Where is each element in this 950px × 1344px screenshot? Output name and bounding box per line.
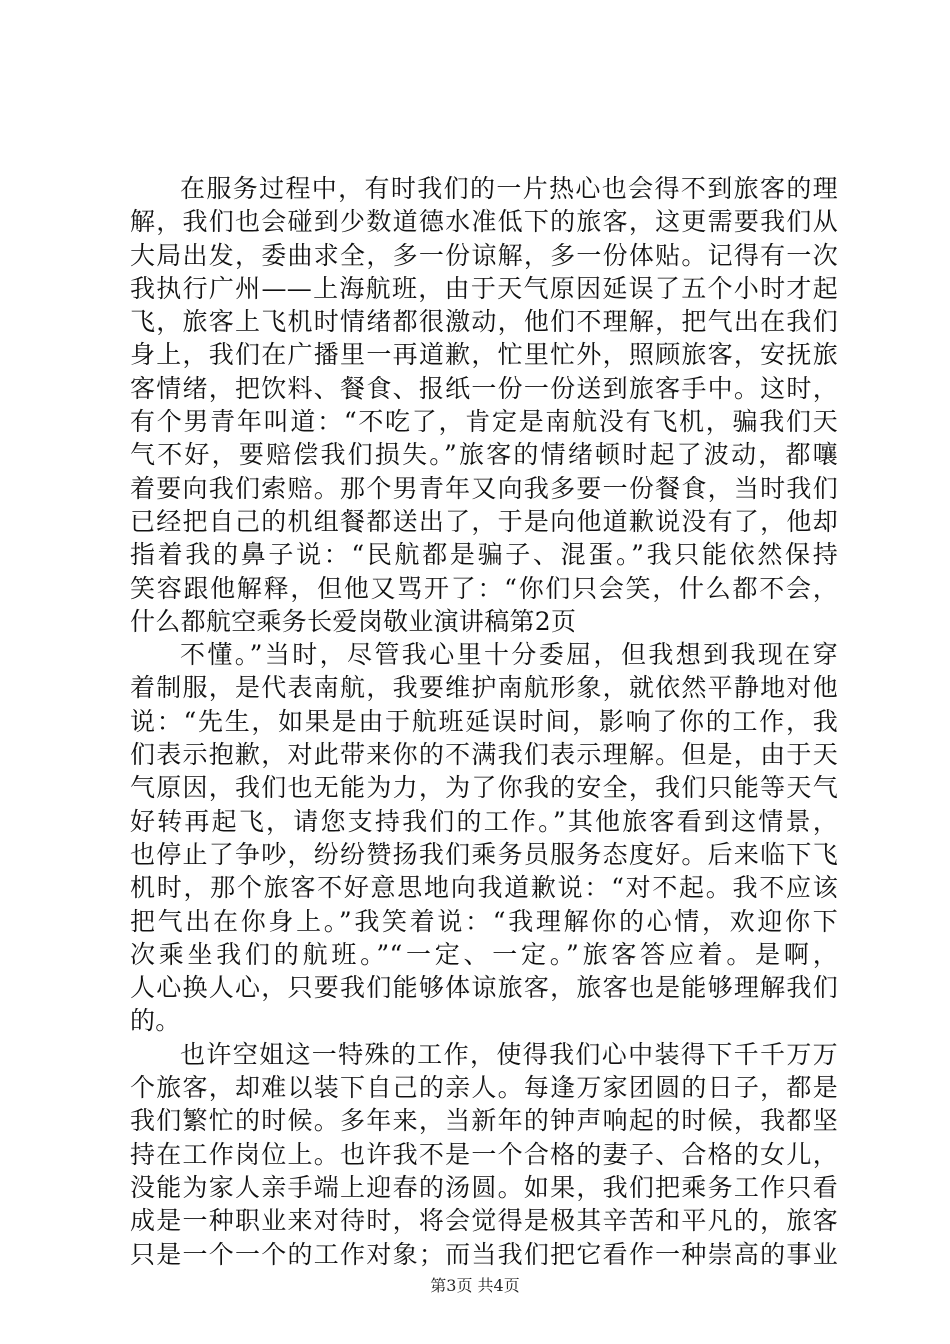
text-line: 成是一种职业来对待时，将会觉得是极其辛苦和平凡的，旅客 xyxy=(130,1206,838,1236)
text-line: 身上，我们在广播里一再道歉，忙里忙外，照顾旅客，安抚旅 xyxy=(130,340,838,370)
text-line: 气不好，要赔偿我们损失。”旅客的情绪顿时起了波动，都嚷 xyxy=(130,440,838,470)
text-line: 解，我们也会碰到少数道德水准低下的旅客，这更需要我们从 xyxy=(130,207,838,237)
text-line: 气原因，我们也无能为力，为了你我的安全，我们只能等天气 xyxy=(130,773,838,803)
text-line: 持在工作岗位上。也许我不是一个合格的妻子、合格的女儿， xyxy=(130,1139,838,1169)
text-line: 我执行广州——上海航班，由于天气原因延误了五个小时才起 xyxy=(130,273,838,303)
text-line: 笑容跟他解释，但他又骂开了：“你们只会笑，什么都不会， xyxy=(130,573,838,603)
text-line: 已经把自己的机组餐都送出了，于是向他道歉说没有了，他却 xyxy=(130,506,838,536)
text-line: 人心换人心，只要我们能够体谅旅客，旅客也是能够理解我们 xyxy=(130,973,838,1003)
text-line: 次乘坐我们的航班。”“一定、一定。”旅客答应着。是啊， xyxy=(130,939,838,969)
text-line: 着制服，是代表南航，我要维护南航形象，就依然平静地对他 xyxy=(130,673,838,703)
text-line: 指着我的鼻子说：“民航都是骗子、混蛋。”我只能依然保持 xyxy=(130,540,838,570)
text-line: 不懂。”当时，尽管我心里十分委屈，但我想到我现在穿 xyxy=(180,640,838,670)
page-footer: 第3页 共4页 xyxy=(430,1276,520,1295)
text-line: 说：“先生，如果是由于航班延误时间，影响了你的工作，我 xyxy=(130,706,838,736)
text-line: 着要向我们索赔。那个男青年又向我多要一份餐食，当时我们 xyxy=(130,473,838,503)
text-line: 把气出在你身上。”我笑着说：“我理解你的心情，欢迎你下 xyxy=(130,906,838,936)
text-line: 也许空姐这一特殊的工作，使得我们心中装得下千千万万 xyxy=(180,1039,838,1069)
text-line: 也停止了争吵，纷纷赞扬我们乘务员服务态度好。后来临下飞 xyxy=(130,839,838,869)
text-line: 在服务过程中，有时我们的一片热心也会得不到旅客的理 xyxy=(180,174,838,203)
text-line: 飞，旅客上飞机时情绪都很激动，他们不理解，把气出在我们 xyxy=(130,307,838,337)
text-line: 机时，那个旅客不好意思地向我道歉说：“对不起。我不应该 xyxy=(130,873,838,903)
text-line: 们表示抱歉，对此带来你的不满我们表示理解。但是，由于天 xyxy=(130,740,838,770)
text-line: 好转再起飞，请您支持我们的工作。”其他旅客看到这情景， xyxy=(130,806,838,836)
body-text xyxy=(130,172,838,1271)
text-line: 个旅客，却难以装下自己的亲人。每逢万家团圆的日子，都是 xyxy=(130,1073,838,1103)
text-line: 没能为家人亲手端上迎春的汤圆。如果，我们把乘务工作只看 xyxy=(130,1172,838,1202)
text-line: 我们繁忙的时候。多年来，当新年的钟声响起的时候，我都坚 xyxy=(130,1106,838,1136)
text-line: 有个男青年叫道：“不吃了，肯定是南航没有飞机，骗我们天 xyxy=(130,407,838,437)
text-line: 什么都航空乘务长爱岗敬业演讲稿第2页 xyxy=(130,606,577,636)
text-line: 只是一个一个的工作对象；而当我们把它看作一种崇高的事业 xyxy=(130,1239,838,1269)
text-line: 大局出发，委曲求全，多一份谅解，多一份体贴。记得有一次 xyxy=(130,240,838,270)
text-line: 的。 xyxy=(130,1006,181,1036)
text-line: 客情绪，把饮料、餐食、报纸一份一份送到旅客手中。这时， xyxy=(130,373,838,403)
